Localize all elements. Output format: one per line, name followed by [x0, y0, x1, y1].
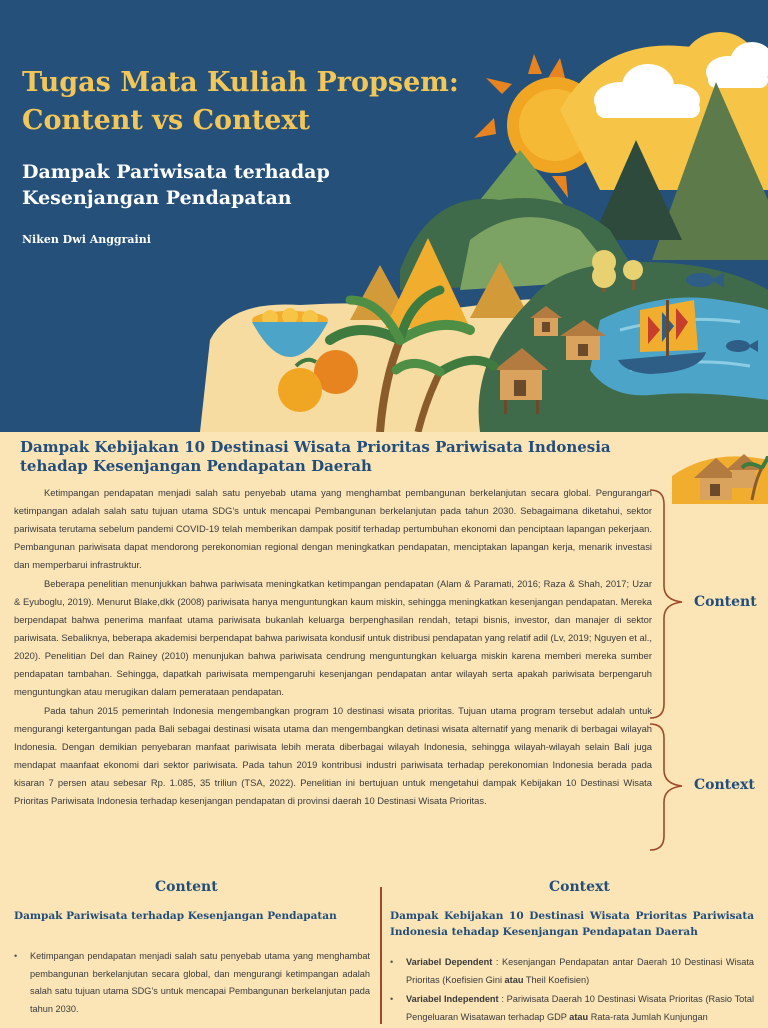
list-item — [390, 954, 754, 989]
article-paragraph: Ketimpangan pendapatan menjadi salah satu penyebab utama yang menghambat pembangunan berkelanjutan secara global. Pengurangan ketimpangan adalah salah satu tujuan utama SDG’s untuk mencapai Pembangunan berkelanjutan pada tahun 2030. Sebagaimana diketahui, sektor pariwisata terutama sebelum pandemi COVID-19 telah memberikan dampak positif terhadap pertumbuhan ekonomi dan penciptaan lapangan pekerjaan. Pembangunan pariwisata dapat mendorong perekonomian regional dengan meningkatkan pendapatan, menciptakan lapangan kerja, menarik investasi dan memperbarui infrastruktur. — [14, 487, 652, 570]
article-heading: Dampak Kebijakan 10 Destinasi Wisata Prioritas Pariwisata Indonesia tehadap Kesenjangan Pendapatan Daerah — [20, 438, 611, 475]
brace-label-context: Context — [694, 777, 755, 793]
article-section — [0, 432, 768, 864]
variable-text: : Kesenjangan Pendapatan antar Daerah 10 Destinasi Wisata Prioritas (Koefisien Gini — [406, 957, 754, 985]
list-item — [390, 991, 754, 1026]
page-subtitle-line-2: Kesenjangan Pendapatan — [22, 187, 292, 209]
context-panel-subtitle: Dampak Kebijakan 10 Destinasi Wisata Prioritas Pariwisata Indonesia tehadap Kesenjangan Pendapatan Daerah — [390, 910, 754, 938]
variable-text: : Pariwisata Daerah 10 Destinasi Wisata Prioritas (Rasio Total Pengeluaran Wisatawan terhadap GDP — [406, 994, 754, 1022]
context-brace — [650, 724, 682, 850]
hero-banner — [0, 0, 768, 432]
variable-connector: atau — [504, 974, 524, 985]
tourism-landscape-illustration — [0, 0, 768, 432]
variable-label: Variabel Independent — [406, 994, 499, 1004]
content-panel-subtitle: Dampak Pariwisata terhadap Kesenjangan Pendapatan — [14, 910, 337, 922]
variable-text: Rata-rata Jumlah Kunjungan — [588, 1011, 708, 1022]
content-panel-title: Content — [155, 879, 218, 895]
author-name: Niken Dwi Anggraini — [22, 233, 151, 246]
page-title-line-2: Content vs Context — [22, 105, 310, 136]
comparison-panels — [0, 871, 768, 1024]
brace-label-content: Content — [694, 594, 757, 610]
context-bullet-list — [390, 954, 754, 1028]
variable-label: Variabel Dependent — [406, 957, 493, 967]
page-title-line-1: Tugas Mata Kuliah Propsem: — [22, 67, 459, 98]
content-bullet-list — [14, 948, 370, 1018]
article-paragraph: Beberapa penelitian menunjukkan bahwa pariwisata meningkatkan ketimpangan pendapatan (Alam & Paramati, 2016; Raza & Shah, 2017; Uzar & Eyuboglu, 2019). Menurut Blake,dkk (2008) pariwisata hanya menguntungkan kaum miskin, sehingga meningkatkan kesenjangan pendapatan. Mereka berpendapat bahwa penerima manfaat utama pariwisata bukanlah keluarga berpenghasilan rendah, tetapi bisnis, investor, dan manajer di sektor pariwisata. Sebaliknya, beberapa akademisi berpendapat bahwa pariwisata kondusif untuk distribusi pendapatan yang relatif adil (Lv, 2019; Nguyen et al., 2020). Penelitian Del dan Rainey (2010) menunjukan bahwa pariwisata cendrung menguntungkan keluarga miskin karena memberi mereka sumber pendapatan tambahan. Sehingga, dapatkah pariwisata mempengaruhi kesenjangan pendapatan antar wilayah serta apakah pariwisata berpengaruh menguntungkan atau merugikan dalam pemerataan pendapatan. — [14, 578, 652, 697]
variable-connector: atau — [569, 1011, 589, 1022]
list-item: • Ketimpangan pendapatan menjadi salah satu penyebab utama yang menghambat pembangunan berkelanjutan secara global, dan mengurangi ketimpangan adalah salah satu tujuan utama SDG’s untuk mencapai Pembangunan berkelanjutan pada tahun 2030. — [14, 948, 370, 1018]
page-subtitle-line-1: Dampak Pariwisata terhadap — [22, 161, 330, 183]
context-panel-title: Context — [549, 879, 610, 895]
panel-divider — [380, 887, 382, 1024]
article-paragraph: Pada tahun 2015 pemerintah Indonesia mengembangkan program 10 destinasi wisata prioritas. Tujuan utama program tersebut adalah untuk mengurangi ketergantungan pada Bali sebagai destinasi wisata utama dan mengembangkan detinasi wisata alternatif yang menarik di berbagai wilayah Indonesia. Dengan demikian penyebaran manfaat pariwisata lebih merata diberbagai wilayah Indonesia, sehingga wilayah-wilayah selain Bali juga mendapat maanfaat ekonomi dari sektor pariwisata. Pada tahun 2019 kontribusi industri pariwisata terhadap perekonomian Indonesia berada pada kisaran 7 persen atau sebesar Rp. 1.085, 35 triliun (TSA, 2022). Penelitian ini bertujuan untuk mengetahui dampak Kebijakan 10 Destinasi Wisata Prioritas Pariwisata Indonesia terhadap kesenjangan pendapatan di provinsi daerah 10 Destinasi Wisata Prioritas. — [14, 705, 652, 806]
brace-markers — [0, 432, 768, 864]
variable-text: Theil Koefisien) — [523, 974, 590, 985]
content-brace — [650, 490, 682, 718]
